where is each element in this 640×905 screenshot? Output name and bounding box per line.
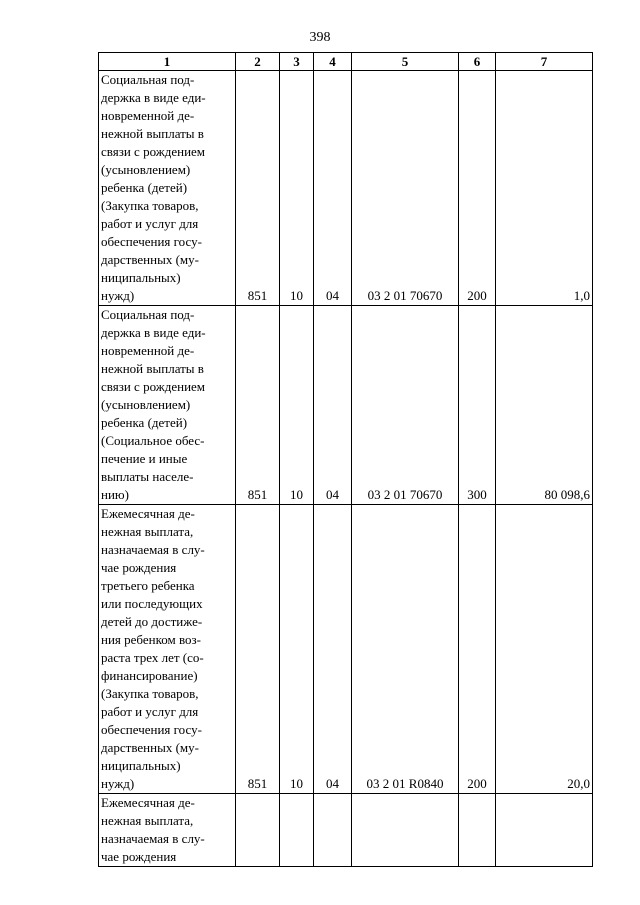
table-row — [99, 306, 593, 505]
subsection-code — [314, 794, 352, 867]
subsection-code: 04 — [314, 505, 352, 794]
header-col-6: 6 — [459, 53, 496, 71]
amount: 1,0 — [496, 71, 593, 306]
expense-type-code — [459, 794, 496, 867]
header-row — [99, 53, 593, 71]
section-code — [280, 794, 314, 867]
header-col-1: 1 — [99, 53, 236, 71]
subsection-code: 04 — [314, 306, 352, 505]
item-name: Социальная под- держка в виде еди- новременной де- нежной выплаты в связи с рождением (усыновлением) ребенка (детей) (Закупка товаров, работ и услуг для обеспечения госу- дарственных (му- ниципальных) нужд) — [99, 71, 236, 306]
header-col-3: 3 — [280, 53, 314, 71]
budget-table — [98, 52, 593, 867]
target-article-code: 03 2 01 R0840 — [352, 505, 459, 794]
target-article-code: 03 2 01 70670 — [352, 306, 459, 505]
expense-type-code: 200 — [459, 505, 496, 794]
item-name: Ежемесячная де- нежная выплата, назначаемая в слу- чае рождения — [99, 794, 236, 867]
header-col-7: 7 — [496, 53, 593, 71]
table-row — [99, 71, 593, 306]
target-article-code — [352, 794, 459, 867]
grbs-code: 851 — [236, 505, 280, 794]
section-code: 10 — [280, 505, 314, 794]
header-col-5: 5 — [352, 53, 459, 71]
section-code: 10 — [280, 71, 314, 306]
amount: 80 098,6 — [496, 306, 593, 505]
table-row — [99, 505, 593, 794]
expense-type-code: 200 — [459, 71, 496, 306]
table-row — [99, 794, 593, 867]
header-col-2: 2 — [236, 53, 280, 71]
amount: 20,0 — [496, 505, 593, 794]
page-number: 398 — [309, 30, 331, 45]
grbs-code: 851 — [236, 71, 280, 306]
target-article-code: 03 2 01 70670 — [352, 71, 459, 306]
subsection-code: 04 — [314, 71, 352, 306]
section-code: 10 — [280, 306, 314, 505]
grbs-code — [236, 794, 280, 867]
item-name: Социальная под- держка в виде еди- новременной де- нежной выплаты в связи с рождением (усыновлением) ребенка (детей) (Социальное обес- печение и иные выплаты населе- нию) — [99, 306, 236, 505]
item-name: Ежемесячная де- нежная выплата, назначаемая в слу- чае рождения третьего ребенка или последующих детей до достиже- ния ребенком воз- раста трех лет (со- финансирование) (Закупка товаров, работ и услуг для обеспечения госу- дарственных (му- ниципальных) нужд) — [99, 505, 236, 794]
header-col-4: 4 — [314, 53, 352, 71]
expense-type-code: 300 — [459, 306, 496, 505]
grbs-code: 851 — [236, 306, 280, 505]
amount — [496, 794, 593, 867]
